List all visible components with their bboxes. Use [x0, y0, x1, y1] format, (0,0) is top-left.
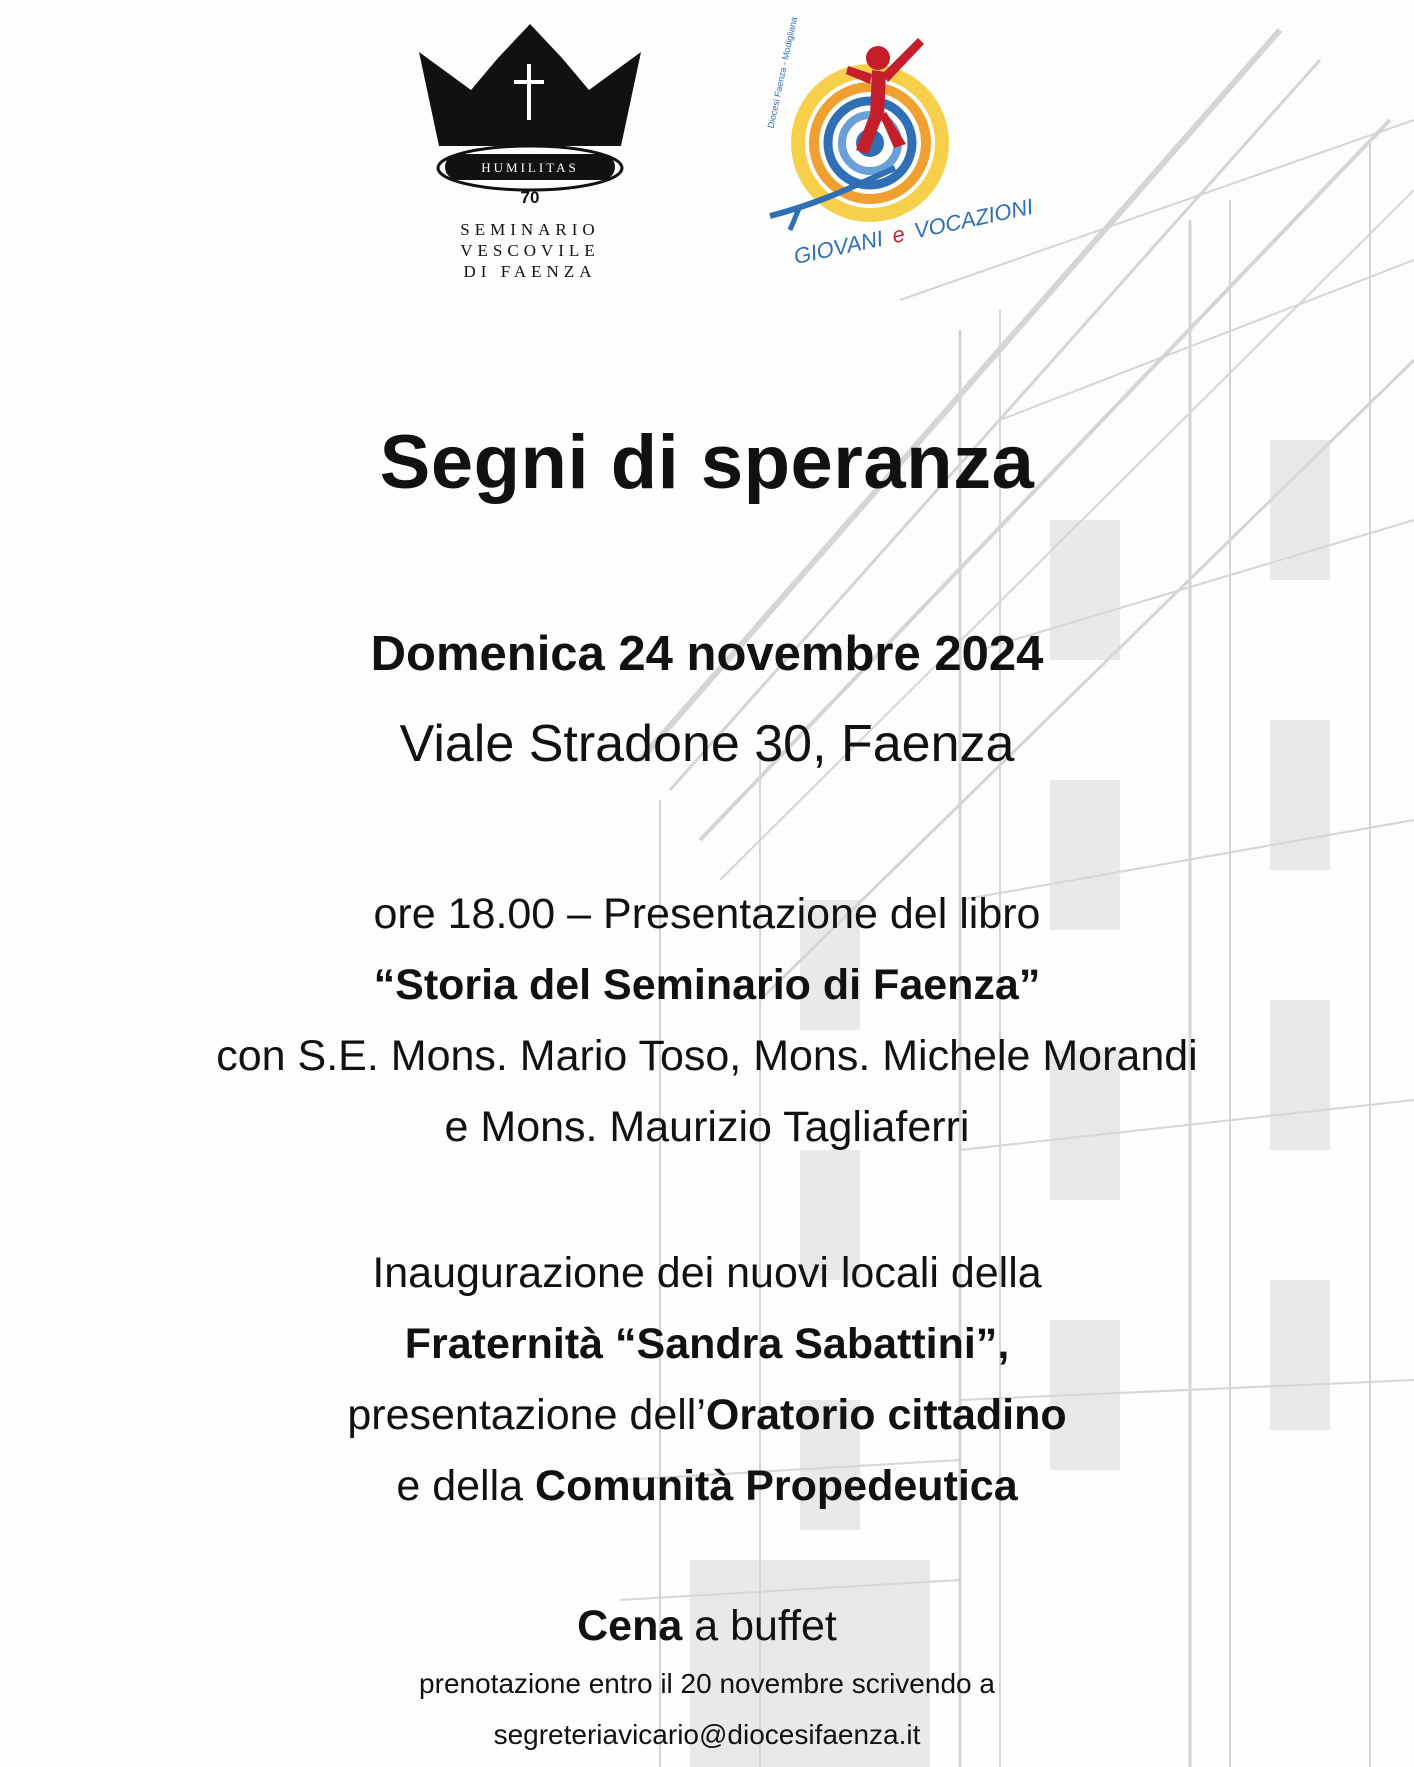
- logo-brand: GIOVANI e VOCAZIONI: [791, 193, 1036, 270]
- logo-number: 70: [520, 188, 540, 207]
- logo-name-line1: SEMINARIO: [460, 220, 600, 239]
- fraternity-line: [0, 1309, 1414, 1380]
- logo-name-line2: VESCOVILE: [460, 241, 600, 260]
- book-title: “Storia del Seminario di Faenza”: [373, 961, 1041, 1009]
- comunita-prefix: e della: [396, 1462, 536, 1510]
- fraternity-name: Fraternità “Sandra Sabattini”: [404, 1320, 998, 1368]
- oratorio-name: Oratorio cittadino: [705, 1391, 1067, 1439]
- oratorio-line: [0, 1380, 1414, 1451]
- inauguration-section: [0, 1238, 1414, 1522]
- event-title: Segni di speranza: [379, 420, 1035, 505]
- comunita-line: [0, 1451, 1414, 1522]
- dinner-bold: Cena: [577, 1602, 683, 1650]
- book-presentation: [0, 879, 1414, 1163]
- fraternity-suffix: ,: [997, 1320, 1010, 1368]
- dinner-rest: a buffet: [682, 1602, 837, 1650]
- presentation-time-line: ore 18.00 – Presentazione del libro: [373, 890, 1041, 938]
- seminario-logo: [415, 22, 645, 284]
- logo-name-line3: DI FAENZA: [463, 262, 597, 281]
- logo-motto: HUMILITAS: [481, 160, 579, 175]
- booking-email[interactable]: segreteriavicario@diocesifaenza.it: [493, 1719, 921, 1750]
- dinner-line: [0, 1602, 1414, 1650]
- booking-note: prenotazione entro il 20 novembre scrivendo a: [419, 1668, 995, 1699]
- event-date: Domenica 24 novembre 2024: [370, 627, 1044, 681]
- inauguration-line1: Inaugurazione dei nuovi locali della: [372, 1249, 1042, 1297]
- oratorio-prefix: presentazione dell’: [347, 1391, 706, 1439]
- giovani-vocazioni-logo: [760, 16, 1036, 270]
- logo-arc-text: Diocesi Faenza - Modigliana: [765, 16, 799, 130]
- cross-icon: [527, 64, 531, 120]
- speakers-line1: con S.E. Mons. Mario Toso, Mons. Michele Morandi: [216, 1032, 1198, 1080]
- speakers-line2: e Mons. Maurizio Tagliaferri: [444, 1103, 970, 1151]
- comunita-name: Comunità Propedeutica: [535, 1462, 1018, 1510]
- event-address: Viale Stradone 30, Faenza: [399, 715, 1015, 773]
